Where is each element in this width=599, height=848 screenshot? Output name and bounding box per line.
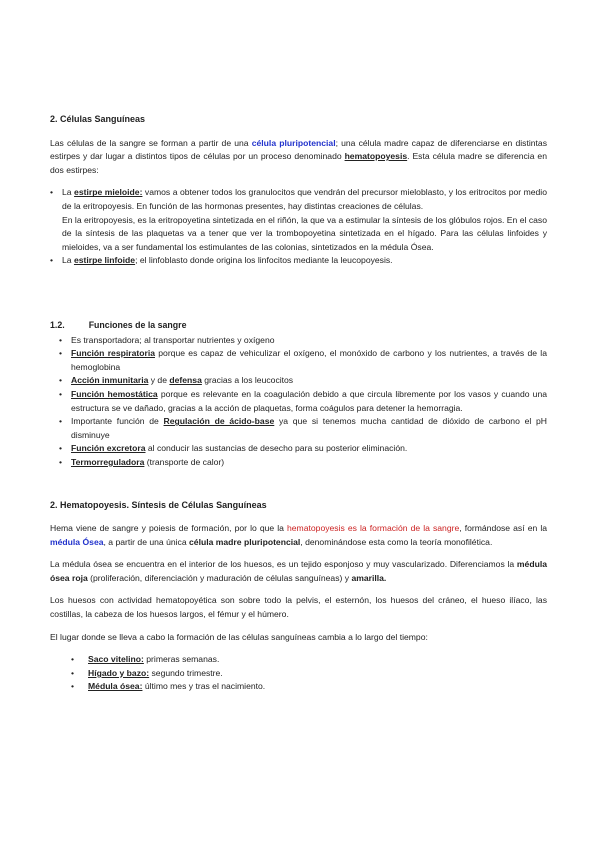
term-celula-pluripotencial: célula pluripotencial (251, 137, 336, 148)
text-run: La (62, 255, 74, 266)
list-item-funcion (71, 415, 547, 442)
term-hematopoyesis: hematopoyesis (344, 151, 408, 162)
text-run: porque es relevante en la coagulación debido a que circula libremente por los vasos y cuando una estructura se ve dañado, gracias a la acción de plaquetas, forma coágulos para detener la hemorragia. (71, 388, 548, 413)
text-run: primeras semanas. (143, 654, 220, 665)
text-run: último mes y tras el nacimiento. (142, 681, 266, 692)
section-heading-funciones (50, 319, 547, 333)
list-item-stage (88, 653, 547, 667)
text-run: segundo trimestre. (149, 667, 223, 678)
stages-list (88, 653, 547, 694)
text-run: La médula ósea se encuentra en el interior de los huesos, es un tejido esponjoso y muy vascularizado. Diferenciamos la (50, 559, 517, 570)
list-item-stage (88, 680, 547, 694)
text-run: ; el linfoblasto donde origina los linfocitos mediante la leucopoyesis. (135, 255, 393, 266)
text-run: , formándose así en la (459, 523, 548, 534)
term-celula-madre: célula madre pluripotencial (189, 536, 301, 547)
list-item-funcion (71, 347, 547, 374)
text-run: ya que si tenemos mucha cantidad de dióxido de carbono el pH disminuye (71, 416, 547, 440)
estirpes-list (50, 186, 547, 268)
text-run: al conducir las sustancias de desecho para su posterior eliminación. (145, 443, 408, 454)
text-run: Las células de la sangre se forman a partir de una (50, 137, 252, 148)
paragraph-celulas-intro (50, 137, 547, 178)
text-run: Es transportadora; al transportar nutrientes y oxígeno (71, 334, 275, 345)
heading-text: Funciones de la sangre (88, 319, 187, 330)
term-stage: Hígado y bazo: (88, 667, 150, 678)
text-run: ; una célula madre capaz de diferenciarse en distintas estirpes y dar lugar a distintos tipos de células por un proceso denominado (50, 137, 547, 162)
text-run: porque es capaz de vehiculizar el oxígeno, el monóxido de carbono y los nutrientes, a través de la hemoglobina (71, 348, 547, 372)
text-run: Importante función de (71, 416, 164, 427)
term-amarilla: amarilla. (351, 572, 387, 583)
list-item-funcion (71, 374, 547, 388)
paragraph-hema-intro (50, 522, 547, 549)
section-heading-hematopoyesis: 2. Hematopoyesis. Síntesis de Células Sanguíneas (50, 500, 267, 511)
term-estirpe-mieloide: estirpe mieloide: (74, 187, 143, 198)
term-funcion-excretora: Función excretora (71, 443, 146, 454)
list-item-funcion (71, 442, 547, 456)
text-run: (proliferación, diferenciación y maduración de células sanguíneas) y (87, 572, 352, 583)
term-stage: Saco vitelino: (88, 654, 144, 665)
term-funcion-respiratoria: Función respiratoria (71, 348, 155, 359)
term-defensa: defensa (169, 375, 202, 386)
term-accion-inmunitaria: Acción inmunitaria (71, 375, 149, 386)
heading-number: 1.2. (50, 319, 65, 330)
text-run: Hema viene de sangre y poiesis de formación, por lo que la (50, 523, 287, 534)
text-run: y de (148, 375, 170, 386)
term-medula-roja: médula ósea roja (50, 559, 547, 583)
list-item-stage (88, 667, 547, 681)
text-run: vamos a obtener todos los granulocitos que vendrán del precursor mieloblasto, y los eritrocitos por medio de la eritropoyesis. En función de las hormonas presentes, hay distintas creaciones de células. (62, 187, 547, 211)
text-run: , denominándose esta como la teoría monofilética. (300, 536, 493, 547)
term-funcion-hemostatica: Función hemostática (71, 388, 158, 399)
funciones-list (71, 334, 547, 470)
text-run: En la eritropoyesis, es la eritropoyetina sintetizada en el riñón, la que va a estimular la síntesis de los glóbulos rojos. En el caso de la síntesis de las plaquetas va a tener que ver la trombopoyetina sintetizada en el hígado. Para las células linfoides y mieloides, va a ser fundamental los estimulantes de las colonias, sintetizados en la médula Ósea. (62, 214, 547, 252)
term-estirpe-linfoide: estirpe linfoide (73, 255, 136, 266)
paragraph-lugar: El lugar donde se lleva a cabo la formación de las células sanguíneas cambia a lo largo del tiempo: (50, 631, 428, 642)
text-run: (transporte de calor) (144, 456, 225, 467)
term-stage: Médula ósea: (88, 681, 143, 692)
term-termorreguladora: Termorreguladora (71, 456, 145, 467)
list-item-linfoide (62, 254, 547, 268)
text-run: gracias a los leucocitos (201, 375, 294, 386)
document-content (50, 113, 547, 694)
list-item-funcion (71, 388, 547, 415)
text-run: . Esta célula madre se diferencia en dos estirpes: (50, 151, 547, 175)
highlight-definition: hematopoyesis es la formación de la sangre (287, 523, 460, 534)
term-medula-osea: médula Ósea (50, 536, 104, 547)
list-item-mieloide (62, 186, 547, 254)
list-item-funcion (71, 334, 547, 348)
paragraph-huesos: Los huesos con actividad hematopoyética son sobre todo la pelvis, el esternón, los huesos del cráneo, el hueso ilíaco, las costillas, la cabeza de los huesos largos, el fémur y el húmero. (50, 595, 547, 620)
text-run: , a partir de una única (103, 536, 190, 547)
section-heading-celulas: 2. Células Sanguíneas (50, 114, 146, 124)
text-run: La (62, 187, 75, 198)
paragraph-medula (50, 558, 547, 585)
term-regulacion-acido-base: Regulación de ácido-base (163, 416, 275, 427)
list-item-funcion (71, 456, 547, 470)
